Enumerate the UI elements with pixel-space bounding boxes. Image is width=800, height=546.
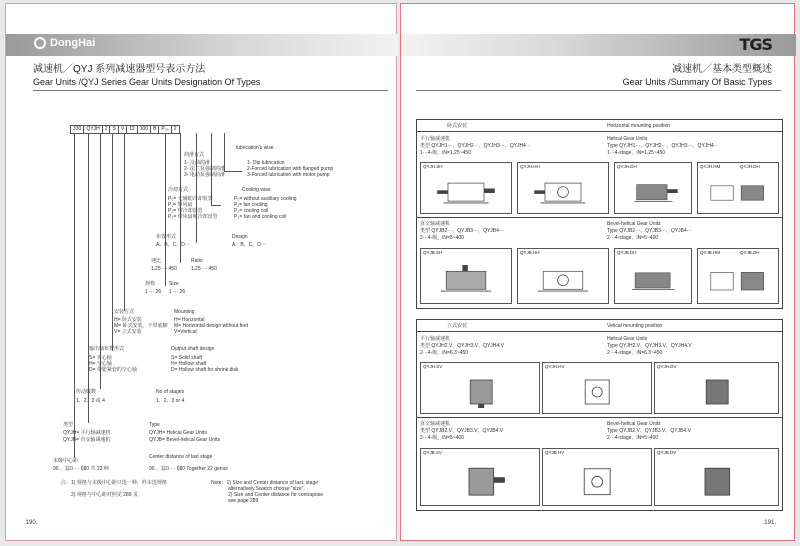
h-bevel-cn-1: 直交轴减速机 [420, 221, 451, 227]
cooling-en-4: P₃= fan and cooling coil [234, 214, 287, 220]
v-bevel-en-2: Type QYJB2.V、QYJB3.V、QYJB4.V [607, 428, 691, 434]
cell-label: QYJH.HV [545, 364, 565, 369]
v-bevel-en-1: Bevel-helical Gear Units [607, 421, 661, 427]
shaft-cn-1: S= 实心轴 [89, 355, 112, 361]
leader-line [88, 133, 89, 423]
v-bevel-en-3: 2···4-stage，iN=5~400 [607, 435, 659, 441]
note-cn-1: 注：1) 规格与末级中心距只选一种，样本选规格 [61, 480, 167, 486]
right-page [400, 3, 795, 541]
shaft-en-1: S= Solid shaft [171, 355, 202, 361]
vertical-mounting-section [416, 319, 783, 511]
page-title-en: Gear Units /QYJ Series Gear Units Designation Of Types [33, 77, 261, 87]
gear-cell [614, 248, 692, 304]
cooling-cn-2: P₁= 带风扇 [168, 202, 193, 208]
leader-line [124, 133, 125, 311]
tgs-logo: TGS [739, 35, 772, 54]
gear-unit-drawing [527, 178, 599, 208]
gear-unit-drawing [527, 265, 599, 297]
gear-unit-drawing [430, 178, 502, 208]
gear-cell [697, 162, 779, 214]
gear-unit-drawing [667, 378, 765, 408]
gear-unit-drawing [623, 265, 684, 297]
gear-cell [542, 362, 652, 414]
section-divider [417, 131, 782, 132]
gear-cell [654, 362, 779, 414]
page-title-cn: 减速机／基本类型概述 [672, 64, 772, 75]
leader-line [196, 133, 197, 243]
code-part: B [150, 125, 159, 134]
lubrication-en-2: 2-Forced lubrication with flanged pump [247, 166, 334, 172]
horizontal-mounting-section [416, 119, 783, 309]
mounting-en-1: H= Horizontal [174, 317, 205, 323]
cell-label: QYJB.HM [700, 250, 721, 255]
cell-label: QYJH.DV [657, 364, 677, 369]
code-part: P₂₀ [158, 125, 171, 134]
section-divider [417, 417, 782, 418]
h-helical-cn-1: 平行轴减速机 [420, 136, 451, 142]
h-bevel-en-3: 2···4-stage，iN=5~400 [607, 235, 659, 241]
leader-line [224, 171, 242, 172]
v-bevel-cn-1: 直交轴减速机 [420, 421, 451, 427]
lubrication-cn-3: 3- 电动泵强制润滑 [184, 172, 225, 178]
v-bevel-cn-3: 2···4-级，iN=5~400 [420, 435, 464, 441]
header-band [401, 34, 796, 56]
shaft-cn-2: H= 空心轴 [89, 361, 112, 367]
gear-unit-drawing [706, 178, 770, 208]
shaft-label-en: Output shaft design [171, 346, 215, 352]
note-cn-2: 2) 规格与中心距对照见 289 页 [71, 492, 138, 498]
mounting-cn-3: V= 立式安装 [114, 329, 142, 335]
stages-values-cn: 1、2、3 或 4 [76, 398, 105, 404]
center-label-cn: 末级中心距 [53, 458, 79, 464]
type-en-2: QYJB= Bevel-helical Gear Units [149, 437, 221, 443]
size-values-en: 1 ··· 26 [169, 289, 186, 295]
gear-cell [420, 362, 540, 414]
size-label-cn: 规格 [145, 281, 156, 287]
donghai-logo [34, 37, 95, 49]
v-helical-cn-1: 平行轴减速机 [420, 336, 451, 342]
cooling-en-3: P₂= cooling coil [234, 208, 269, 214]
mounting-cn-2: M= 卧式安装，不带底脚 [114, 323, 168, 329]
code-part: S [109, 125, 118, 134]
center-label-en: Center distance of last stage [149, 454, 213, 460]
h-helical-en-2: Type QYJH1···、QYJH2···、QYJH3···、QYJH4··· [607, 143, 719, 149]
cell-label: QYJB.HV [545, 450, 565, 455]
type-label-cn: 类型 [63, 422, 74, 428]
page-number: .190. [24, 520, 38, 526]
design-label-en: Design [232, 234, 248, 240]
cell-label: QYJH.DH [740, 164, 760, 169]
brand-name: DongHai [50, 37, 96, 49]
h-helical-cn-3: 1···4-级，iN=1.25~450 [420, 150, 471, 156]
h-bevel-en-1: Bevel-helical Gear Units [607, 221, 661, 227]
cooling-title-cn: 冷却方式 [168, 187, 189, 193]
leader-line [112, 133, 113, 351]
v-helical-cn-3: 2···4-级，iN=6.3~450 [420, 350, 469, 356]
shaft-cn-3: D= 带胀紧套的空心轴 [89, 367, 137, 373]
section-divider [417, 331, 782, 332]
code-part: QYJH [83, 125, 102, 134]
gear-unit-drawing [623, 178, 684, 208]
mounting-en-3: V=Vertical [174, 329, 197, 335]
shaft-label-cn: 输出轴布置形式 [89, 346, 125, 352]
gear-cell [420, 162, 512, 214]
gear-unit-drawing [433, 466, 527, 500]
lubrication-cn-1: 1- 浸油润滑 [184, 160, 210, 166]
cooling-cn-4: P₃= 带风扇和冷却盘管 [168, 214, 218, 220]
gear-unit-drawing [430, 265, 502, 297]
v-helical-en-2: Type QYJH2.V、QYJH3.V、QYJH4.V [607, 343, 692, 349]
type-cn-1: QYJH= 平行轴减速机 [63, 430, 111, 436]
design-values-cn: A、B、C、D··· [156, 242, 190, 248]
gear-cell [542, 448, 652, 506]
left-page [5, 3, 397, 541]
v-helical-en-3: 2···4-stage，iN=6.3~450 [607, 350, 663, 356]
type-label-en: Type [149, 422, 160, 428]
h-bevel-cn-2: 类型 QYJB2···、QYJB3···、QYJB4··· [420, 228, 504, 234]
size-values-cn: 1 ··· 26 [145, 289, 162, 295]
lubrication-cn-2: 2- 法兰泵强制润滑 [184, 166, 225, 172]
title-rule [416, 90, 781, 91]
code-part: V [118, 125, 127, 134]
stages-values-en: 1、2、3 or 4 [156, 398, 185, 404]
cell-label: QYJH.SH [423, 164, 443, 169]
page-title-cn: 减速机／QYJ 系列减速器型号表示方法 [33, 64, 206, 75]
horizontal-header-en: Horizontal mounting position [607, 123, 671, 129]
h-bevel-en-2: Type QYJB2···、QYJB3···、QYJB4··· [607, 228, 692, 234]
cell-label: QYJB.DH [740, 250, 760, 255]
page-number: .191. [762, 520, 776, 526]
gear-unit-drawing [554, 466, 640, 500]
gear-unit-drawing [706, 265, 770, 297]
design-label-cn: 布置形式 [156, 234, 177, 240]
h-helical-cn-2: 类型 QYJH1···、QYJH2···、QYJH3···、QYJH4··· [420, 143, 531, 149]
leader-line [165, 133, 166, 286]
cell-label: QYJB.SV [423, 450, 443, 455]
gear-cell [654, 448, 779, 506]
shaft-en-2: H= Hollow shaft [171, 361, 207, 367]
lubrication-title-cn: 润滑方式 [184, 152, 205, 158]
vertical-header-en: Vetical mounting position [607, 323, 663, 329]
note-en-3: 2) Size and Center distance for contrapose [228, 492, 324, 498]
code-part: 330 [70, 125, 84, 134]
note-en-1: Note：1) Size and Center distance of last, stage [211, 480, 319, 486]
gear-cell [697, 248, 779, 304]
gear-cell [517, 248, 609, 304]
cell-label: QYJB.SH [423, 250, 443, 255]
cooling-en-1: P₀= without auxiliary cooling [234, 196, 297, 202]
horizontal-header-cn: 卧式安装 [447, 123, 468, 129]
cooling-cn-3: P₂= 带冷却盘管 [168, 208, 203, 214]
center-values-cn: 90 、110 ··· 680 共 22 种 [53, 466, 109, 472]
design-values-en: A、B、C、D··· [232, 242, 266, 248]
ratio-values-cn: 1.25 ··· 450 [151, 266, 177, 272]
center-values-en: 90 、110 ··· 680 Together 22 genus [149, 466, 228, 472]
type-en-1: QYJH= Helical Gear Units [149, 430, 207, 436]
v-bevel-cn-2: 类型 QYJB2.V、QYJB3.V、QYJB4.V [420, 428, 504, 434]
cell-label: QYJH.DH [617, 164, 637, 169]
cooling-en-2: P₁= fan cooling [234, 202, 268, 208]
v-helical-cn-2: 类型 QYJH2.V、QYJH3.V、QYJH4.V [420, 343, 504, 349]
gear-unit-drawing [554, 378, 640, 408]
ratio-label-cn: 速比 [151, 258, 162, 264]
gear-unit-drawing [667, 466, 765, 500]
lubrication-en-1: 1- Dip lubrication [247, 160, 285, 166]
gear-cell [517, 162, 609, 214]
section-divider [417, 217, 782, 218]
stages-label-cn: 传动级数 [76, 389, 97, 395]
mounting-label-cn: 安装方式 [114, 309, 135, 315]
mounting-en-2: M= Horizontal design without feet [174, 323, 249, 329]
cell-label: QYJB.DV [657, 450, 677, 455]
stages-label-en: No of stages [156, 389, 185, 395]
note-en-4: see page 289 [228, 498, 259, 504]
page-title-en: Gear Units /Summary Of Basic Types [622, 77, 772, 87]
mounting-cn-1: H= 卧式安装 [114, 317, 142, 323]
code-part: 100 [137, 125, 151, 134]
v-helical-en-1: Helical Gear Units [607, 336, 648, 342]
gear-cell [420, 448, 540, 506]
lubrication-title-en: lubrication's wise [236, 145, 274, 151]
lubrication-en-3: 3-Forced lubrication with motor pump [247, 172, 330, 178]
cooling-title-en: Cooling wise [242, 187, 271, 193]
title-rule [33, 90, 388, 91]
cell-label: QYJH.HH [520, 164, 540, 169]
cell-label: QYJH.HM [700, 164, 721, 169]
gear-cell [420, 248, 512, 304]
ratio-label-en: Ratio [191, 258, 203, 264]
leader-line [74, 133, 75, 458]
gear-unit-drawing [433, 378, 527, 408]
cooling-cn-1: P₀= 无辅助冷却装置 [168, 196, 213, 202]
vertical-header-cn: 立式安装 [447, 323, 468, 329]
size-label-en: Size [169, 281, 179, 287]
cell-label: QYJB.HH [520, 250, 540, 255]
ratio-values-en: 1.25 ··· 450 [191, 266, 217, 272]
h-helical-en-3: 1···4-stage，iN=1.25~450 [607, 150, 666, 156]
code-part: 2 [102, 125, 111, 134]
cell-label: QYJB.DH [617, 250, 637, 255]
logo-circle-icon [34, 37, 46, 49]
h-bevel-cn-3: 2···4-级，iN=5~400 [420, 235, 464, 241]
cell-label: QYJH.SV [423, 364, 443, 369]
code-part: 2 [171, 125, 180, 134]
code-part: 12 [126, 125, 138, 134]
leader-line [211, 205, 221, 206]
mounting-label-en: Mounting [174, 309, 195, 315]
gear-cell [614, 162, 692, 214]
shaft-en-3: D= Hollow shaft for shrink disk [171, 367, 239, 373]
h-helical-en-1: Helical Gear Units [607, 136, 648, 142]
note-en-2: alternatively.Swatch choose "size". [228, 486, 305, 492]
type-cn-2: QYJB= 直交轴减速机 [63, 437, 111, 443]
